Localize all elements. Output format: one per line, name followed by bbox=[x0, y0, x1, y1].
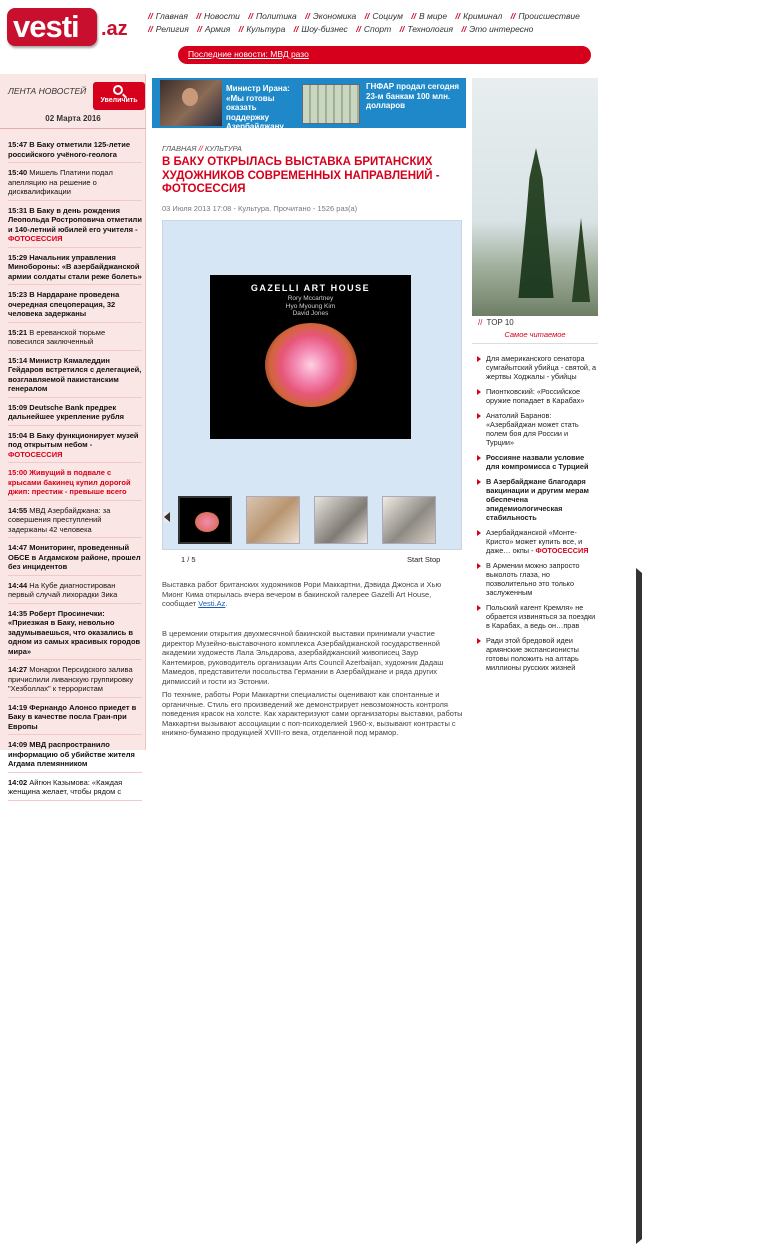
nav-item[interactable]: // Армия bbox=[197, 23, 230, 36]
news-item[interactable] bbox=[8, 703, 142, 736]
news-headline: В ереванской тюрьме повесился заключенный bbox=[8, 327, 106, 346]
top-news-headline: Анатолий Баранов: «Азербайджан может стать полем боя для России и Турции» bbox=[486, 411, 579, 447]
news-item[interactable] bbox=[8, 581, 142, 604]
news-headline: Министр Кямаледдин Гейдаров встретился с делегацией, возглавляемой пакистанским генералом bbox=[8, 355, 142, 393]
news-headline: На Кубе диагностирован первый случай лихорадки Зика bbox=[8, 580, 118, 599]
magnifier-icon bbox=[113, 85, 123, 95]
top-news-item[interactable] bbox=[476, 561, 598, 597]
nav-item[interactable]: // Спорт bbox=[356, 23, 391, 36]
gallery-thumbnail[interactable] bbox=[314, 496, 368, 544]
poster-artist-name: Rory Mccartney bbox=[287, 295, 334, 302]
top-news-item[interactable] bbox=[476, 477, 598, 522]
nav-item[interactable]: // Происшествие bbox=[511, 10, 580, 23]
news-time: 14:55 bbox=[8, 505, 28, 515]
top-news-item[interactable] bbox=[476, 387, 598, 405]
news-headline: В Баку функционирует музей под открытым небом - bbox=[8, 430, 139, 449]
breadcrumb bbox=[162, 144, 242, 153]
logo-domain: .az bbox=[101, 18, 128, 40]
news-time: 15:40 bbox=[8, 168, 28, 177]
nav-item[interactable]: // Криминал bbox=[455, 10, 502, 23]
news-item[interactable] bbox=[8, 665, 142, 698]
sidebar-photo[interactable] bbox=[472, 78, 598, 316]
news-item[interactable] bbox=[8, 543, 142, 576]
banner-minister-photo[interactable] bbox=[160, 80, 222, 126]
zoom-button-label: Увеличить bbox=[100, 97, 138, 104]
news-time: 15:09 bbox=[8, 402, 28, 412]
feed-date: 02 Марта 2016 bbox=[0, 114, 146, 129]
poster-artists bbox=[210, 295, 411, 318]
site-header bbox=[0, 0, 600, 68]
nav-item[interactable]: // Технология bbox=[400, 23, 453, 36]
news-time: 15:04 bbox=[8, 430, 28, 440]
right-sidebar bbox=[472, 74, 600, 750]
banner-money-photo[interactable] bbox=[302, 84, 360, 124]
top-news-headline: В Армении можно запросто выколоть глаза, но позволительно это только заслуженным bbox=[486, 561, 580, 597]
news-time: 14:35 bbox=[8, 608, 28, 618]
tree-shape bbox=[514, 148, 558, 298]
news-headline: Мониторинг, проведенный ОБСЕ в Агдамском районе, прошел без инцидентов bbox=[8, 543, 141, 571]
site-logo[interactable] bbox=[7, 8, 132, 46]
nav-item[interactable]: // Культура bbox=[239, 23, 286, 36]
news-item[interactable] bbox=[8, 609, 142, 661]
main-nav bbox=[148, 10, 598, 36]
news-time: 14:47 bbox=[8, 543, 28, 552]
top-news-headline: Польский кагент Кремля» не обрается извиняться за поездки в Карабах, а ведь он…прав bbox=[486, 603, 596, 630]
news-headline: Живущий в подвале с крысами бакинец купил дорогой джип: престиж - превыше всего bbox=[8, 468, 131, 496]
news-time: 15:29 bbox=[8, 252, 28, 262]
article-paragraph: По технике, работы Рори Маккартни специалисты оценивают как спонтанные и органичные. Стиль его произведений же демонстрирует невозможность контроля поведения красок на холсте. Как характеризуют сами организаторы выставки, работы Маккартни вызывают ассоциации с поп-психоделией 1960-х, вызывают контрасты с книжно-бумажно продукцией XVIII-го века, отделанной под мрамор. bbox=[162, 690, 463, 737]
news-item[interactable] bbox=[8, 140, 142, 163]
top-news-item[interactable] bbox=[476, 453, 598, 471]
logo-box bbox=[7, 8, 97, 46]
news-feed-sidebar bbox=[0, 74, 146, 796]
nav-item[interactable]: // Главная bbox=[148, 10, 188, 23]
news-item[interactable] bbox=[8, 168, 142, 201]
news-time: 15:23 bbox=[8, 290, 28, 299]
article-title: В БАКУ ОТКРЫЛАСЬ ВЫСТАВКА БРИТАНСКИХ ХУДОЖНИКОВ СОВРЕМЕННЫХ НАПРАВЛЕНИЙ - ФОТОСЕССИЯ bbox=[162, 156, 440, 195]
banner-minister-text[interactable]: Министр Ирана: «Мы готовы оказать поддержку Азербайджану bbox=[226, 84, 290, 131]
news-item[interactable] bbox=[8, 431, 142, 464]
news-headline: Фернандо Алонсо приедет в Баку в качестве посла Гран-при Европы bbox=[8, 702, 137, 731]
news-item[interactable] bbox=[8, 356, 142, 398]
top-news-list bbox=[476, 354, 598, 678]
news-time: 14:02 bbox=[8, 777, 28, 787]
news-item[interactable] bbox=[8, 468, 142, 501]
news-headline: Роберт Просинечки: «Приезжая в Баку, невольно задумываешься, что оказались в одном из самых красивых городов мира» bbox=[8, 608, 141, 656]
nav-item[interactable]: // Политика bbox=[248, 10, 297, 23]
top-news-headline: Пионтковский: «Российское оружие попадает в Карабах» bbox=[486, 387, 585, 405]
top-news-headline: В Азербайджане благодаря вакцинации и другим мерам обеспечена эпидемиологическая стабильность bbox=[486, 477, 589, 522]
poster-artist-name: David Jones bbox=[292, 310, 329, 317]
poster-artist-name: Hyo Myoung Kim bbox=[285, 302, 336, 310]
nav-item[interactable]: // Это интересно bbox=[461, 23, 533, 36]
news-time: 14:44 bbox=[8, 580, 28, 590]
news-item[interactable] bbox=[8, 740, 142, 773]
news-headline: В Баку отметили 125-летие российского учёного-геолога bbox=[8, 140, 130, 159]
logo-text: vesti bbox=[13, 9, 79, 44]
banner-sofaz-text[interactable]: ГНФАР продал сегодня 23-м банкам 100 млн. долларов bbox=[366, 82, 460, 110]
news-time: 15:00 bbox=[8, 468, 28, 477]
news-headline: Мишель Платини подал апелляцию на решение о дисквалификации bbox=[8, 168, 113, 196]
most-read-title: Самое читаемое bbox=[472, 330, 598, 344]
news-item[interactable] bbox=[8, 290, 142, 323]
top-news-headline: Для американского сенатора сумгайытский убийца - святой, а жертвы Ходжалы - убийцы bbox=[486, 354, 597, 381]
top-news-headline: Азербайджанской «Монте-Кристо» может купить все, и даже… окпы - bbox=[486, 528, 583, 555]
gallery-thumbnail[interactable] bbox=[382, 496, 436, 544]
news-headline: Айгюн Казымова: «Каждая женщина желает, чтобы рядом с bbox=[8, 777, 123, 796]
news-headline: Начальник управления Минобороны: «В азербайджанской армии солдаты стали реже болеть» bbox=[8, 252, 142, 281]
top-news-item[interactable] bbox=[476, 354, 598, 381]
news-time: 14:27 bbox=[8, 665, 28, 674]
news-headline: МВД Азербайджана: за совершения преступлений задержаны 42 человека bbox=[8, 505, 111, 534]
top-banner-strip bbox=[152, 78, 466, 131]
news-feed-title: ЛЕНТА НОВОСТЕЙ bbox=[8, 86, 87, 96]
breadcrumb-separator: // bbox=[198, 144, 205, 153]
news-time: 15:21 bbox=[8, 327, 28, 337]
last-news-ticker[interactable]: Последние новости: МВД разо bbox=[178, 46, 591, 64]
poster-artwork bbox=[265, 323, 357, 407]
news-item[interactable] bbox=[8, 403, 142, 426]
news-item[interactable] bbox=[8, 328, 142, 351]
top-news-item[interactable] bbox=[476, 528, 598, 555]
gallery-thumbnail[interactable] bbox=[178, 496, 232, 544]
nav-item[interactable]: // Социум bbox=[365, 10, 403, 23]
top10-label: // TOP 10 bbox=[478, 318, 514, 327]
prev-arrow-icon[interactable] bbox=[164, 512, 170, 522]
breadcrumb-section[interactable]: КУЛЬТУРА bbox=[204, 144, 242, 153]
gallery-start-stop[interactable]: Start Stop bbox=[407, 555, 441, 564]
breadcrumb-home[interactable]: ГЛАВНАЯ bbox=[162, 144, 197, 153]
news-headline: МВД распространило информацию об убийстве жителя Агдама племянником bbox=[8, 740, 135, 768]
top-news-item[interactable] bbox=[476, 411, 598, 447]
article-paragraph bbox=[162, 580, 464, 609]
nav-item[interactable]: // Религия bbox=[148, 23, 189, 36]
nav-item[interactable]: // Шоу-бизнес bbox=[294, 23, 348, 36]
news-time: 15:47 bbox=[8, 140, 28, 149]
news-time: 14:09 bbox=[8, 740, 28, 749]
gallery-main-image[interactable] bbox=[210, 275, 411, 439]
top-news-headline: Ради этой бредовой идеи армянские экспансионисты готовы положить на алтарь миллионы русских жизней bbox=[486, 636, 579, 672]
news-tag: ФОТОСЕССИЯ bbox=[8, 234, 63, 243]
news-headline: В Баку в день рождения Леопольда Ростроповича отметили и 140-летний юбилей его учителя - bbox=[8, 205, 142, 234]
news-time: 15:31 bbox=[8, 205, 28, 215]
news-headline: Монархи Персидского залива причислили ливанскую группировку "Хезболлах" к террористам bbox=[8, 665, 134, 693]
gallery-counter: 1 / 5 bbox=[181, 555, 196, 564]
top-news-item[interactable] bbox=[476, 603, 598, 630]
article-paragraph: В церемонии открытия двухмесячной бакинской выставки принимали участие директор Музейно-выставочного комплекса Азербайджанской государственной академии художеств Лала Эльдарова, азербайджанский живописец Заур Кантемиров, руководитель организации Arts Council Azerbaijan, художник Дадаш Мамедов, представители посольства Германии в Азербайджане и ряда других дипмиссий и гости из Эстонии. bbox=[162, 629, 444, 686]
top-news-item[interactable] bbox=[476, 636, 598, 672]
news-headline: Deutsche Bank предрек дальнейшее укрепление рубля bbox=[8, 402, 124, 421]
news-item[interactable] bbox=[8, 253, 142, 286]
news-tag: ФОТОСЕССИЯ bbox=[8, 449, 63, 459]
nav-item[interactable]: // Экономика bbox=[305, 10, 356, 23]
source-link[interactable]: Vesti.Az bbox=[198, 599, 226, 608]
news-item[interactable] bbox=[8, 778, 142, 801]
news-time: 15:14 bbox=[8, 355, 28, 365]
gallery-thumbnails bbox=[164, 494, 460, 544]
gallery-thumbnail[interactable] bbox=[246, 496, 300, 544]
nav-item[interactable]: // Новости bbox=[196, 10, 240, 23]
tree-shape bbox=[568, 218, 594, 302]
zoom-button[interactable] bbox=[93, 82, 145, 110]
next-arrow-icon[interactable] bbox=[636, 568, 764, 1244]
poster-title: GAZELLI ART HOUSE bbox=[250, 283, 371, 293]
paragraph-end: . bbox=[225, 599, 228, 608]
top-news-tag: ФОТОСЕССИЯ bbox=[535, 546, 589, 555]
news-list bbox=[8, 140, 142, 806]
news-item[interactable] bbox=[8, 506, 142, 539]
article-meta: 03 Июля 2013 17:08 - Культура. Прочитано - 1526 раз(а) bbox=[162, 204, 358, 213]
paragraph-text: Выставка работ британских художников Рори Маккартни, Дэвида Джонса и Хью Мионг Кима открылась вчера вечером в бакинской галерее Gazelli Art House, сообщает bbox=[162, 580, 442, 608]
nav-item[interactable]: // В мире bbox=[411, 10, 447, 23]
main-content bbox=[152, 74, 466, 750]
news-headline: В Нардаране проведена очередная спецоперация, 32 человека задержаны bbox=[8, 290, 120, 318]
news-item[interactable] bbox=[8, 206, 142, 248]
top-news-headline: Россияне назвали условие для компромисса с Турцией bbox=[486, 453, 589, 471]
news-time: 14:19 bbox=[8, 702, 28, 712]
